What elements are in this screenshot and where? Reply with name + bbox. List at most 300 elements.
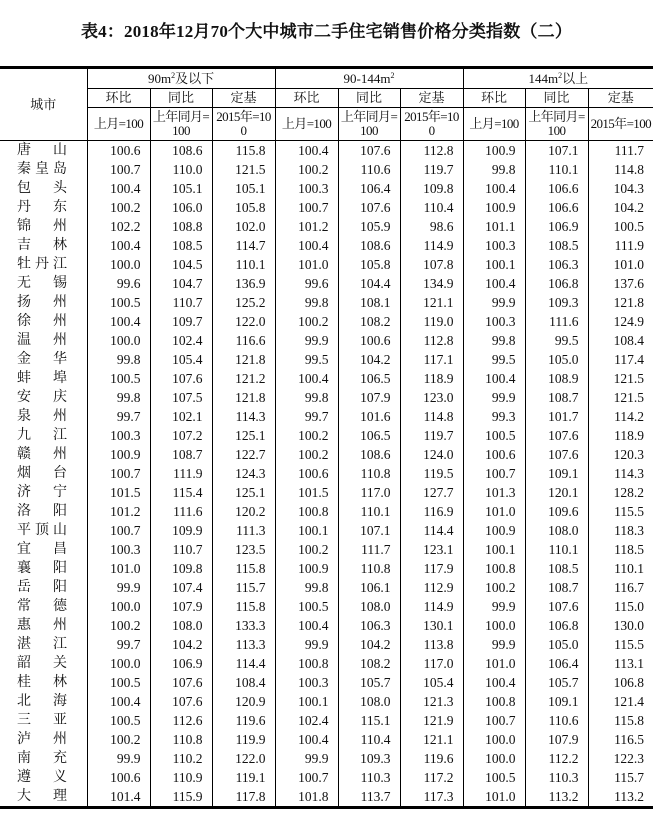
city-cell xyxy=(0,616,87,635)
table-row xyxy=(0,217,653,236)
value-cell: 100.4 xyxy=(87,692,150,711)
table-row xyxy=(0,730,653,749)
sub-header-fixed-base: 定基 xyxy=(212,89,275,108)
value-cell: 100.2 xyxy=(463,578,525,597)
sub-header-yoy: 同比 xyxy=(525,89,588,108)
value-cell: 121.8 xyxy=(588,293,653,312)
value-cell: 100.8 xyxy=(463,559,525,578)
value-cell: 108.8 xyxy=(150,217,212,236)
value-cell: 100.1 xyxy=(463,255,525,274)
value-cell: 100.5 xyxy=(87,711,150,730)
value-cell: 100.7 xyxy=(87,160,150,179)
value-cell: 100.4 xyxy=(463,274,525,293)
value-cell: 100.0 xyxy=(87,597,150,616)
value-cell: 106.3 xyxy=(338,616,400,635)
value-cell: 117.2 xyxy=(400,768,463,787)
value-cell: 119.5 xyxy=(400,464,463,483)
value-cell: 106.0 xyxy=(150,198,212,217)
value-cell: 106.4 xyxy=(525,654,588,673)
value-cell: 112.8 xyxy=(400,141,463,161)
value-cell: 99.9 xyxy=(463,635,525,654)
value-cell: 114.2 xyxy=(588,407,653,426)
value-cell: 122.3 xyxy=(588,749,653,768)
value-cell: 100.4 xyxy=(463,369,525,388)
value-cell: 99.9 xyxy=(87,578,150,597)
value-cell: 114.7 xyxy=(212,236,275,255)
table-row xyxy=(0,236,653,255)
table-row xyxy=(0,312,653,331)
value-cell: 109.1 xyxy=(525,464,588,483)
value-cell: 100.2 xyxy=(87,198,150,217)
value-cell: 99.9 xyxy=(87,749,150,768)
value-cell: 124.3 xyxy=(212,464,275,483)
value-cell: 119.7 xyxy=(400,160,463,179)
city-cell xyxy=(0,787,87,808)
table-row xyxy=(0,407,653,426)
value-cell: 122.0 xyxy=(212,749,275,768)
value-cell: 99.3 xyxy=(463,407,525,426)
city-name: 三亚 xyxy=(17,713,67,728)
value-cell: 100.4 xyxy=(275,369,338,388)
value-cell: 128.2 xyxy=(588,483,653,502)
city-name: 九江 xyxy=(17,428,67,443)
value-cell: 122.0 xyxy=(212,312,275,331)
value-cell: 100.7 xyxy=(275,198,338,217)
city-name: 湛江 xyxy=(17,637,67,652)
value-cell: 124.9 xyxy=(588,312,653,331)
value-cell: 102.2 xyxy=(87,217,150,236)
city-name: 惠州 xyxy=(17,618,67,633)
value-cell: 113.2 xyxy=(525,787,588,808)
city-column-header: 城市 xyxy=(0,68,87,141)
value-cell: 114.3 xyxy=(212,407,275,426)
value-cell: 99.5 xyxy=(463,350,525,369)
group-label-suffix: 及以下 xyxy=(175,70,215,86)
table-row xyxy=(0,749,653,768)
value-cell: 107.6 xyxy=(150,673,212,692)
value-cell: 104.7 xyxy=(150,274,212,293)
value-cell: 104.2 xyxy=(150,635,212,654)
value-cell: 109.6 xyxy=(525,502,588,521)
value-cell: 107.4 xyxy=(150,578,212,597)
value-cell: 123.5 xyxy=(212,540,275,559)
city-name: 徐州 xyxy=(17,314,67,329)
table-body xyxy=(0,141,653,808)
value-cell: 110.1 xyxy=(212,255,275,274)
city-cell xyxy=(0,635,87,654)
city-cell xyxy=(0,502,87,521)
city-name: 襄阳 xyxy=(17,561,67,576)
value-cell: 106.6 xyxy=(525,198,588,217)
value-cell: 118.9 xyxy=(400,369,463,388)
city-cell xyxy=(0,293,87,312)
city-cell xyxy=(0,673,87,692)
city-cell xyxy=(0,350,87,369)
city-name: 包头 xyxy=(17,181,67,196)
value-cell: 110.0 xyxy=(150,160,212,179)
value-cell: 111.9 xyxy=(588,236,653,255)
value-cell: 119.6 xyxy=(400,749,463,768)
value-cell: 107.1 xyxy=(338,521,400,540)
city-cell xyxy=(0,236,87,255)
base-label: 2015年=100 xyxy=(400,108,463,141)
value-cell: 108.0 xyxy=(338,597,400,616)
value-cell: 107.6 xyxy=(338,198,400,217)
value-cell: 113.2 xyxy=(588,787,653,808)
value-cell: 99.8 xyxy=(87,350,150,369)
group-header-small xyxy=(87,68,275,89)
sub-header-mom: 环比 xyxy=(87,89,150,108)
value-cell: 106.9 xyxy=(150,654,212,673)
city-name: 牡丹江 xyxy=(17,257,67,272)
value-cell: 109.1 xyxy=(525,692,588,711)
value-cell: 120.2 xyxy=(212,502,275,521)
value-cell: 104.2 xyxy=(338,635,400,654)
value-cell: 106.1 xyxy=(338,578,400,597)
sub-header-yoy: 同比 xyxy=(338,89,400,108)
value-cell: 111.7 xyxy=(338,540,400,559)
value-cell: 125.1 xyxy=(212,426,275,445)
city-cell xyxy=(0,217,87,236)
value-cell: 99.5 xyxy=(275,350,338,369)
value-cell: 109.9 xyxy=(150,521,212,540)
city-name: 锦州 xyxy=(17,219,67,234)
table-row xyxy=(0,502,653,521)
value-cell: 120.1 xyxy=(525,483,588,502)
value-cell: 108.7 xyxy=(525,388,588,407)
city-cell xyxy=(0,654,87,673)
value-cell: 106.3 xyxy=(525,255,588,274)
value-cell: 105.7 xyxy=(525,673,588,692)
value-cell: 109.8 xyxy=(150,559,212,578)
table-row xyxy=(0,768,653,787)
city-name: 蚌埠 xyxy=(17,371,67,386)
city-cell xyxy=(0,388,87,407)
table-row xyxy=(0,274,653,293)
value-cell: 106.6 xyxy=(525,179,588,198)
value-cell: 121.1 xyxy=(400,293,463,312)
value-cell: 106.8 xyxy=(525,274,588,293)
value-cell: 100.1 xyxy=(463,540,525,559)
value-cell: 100.1 xyxy=(275,521,338,540)
value-cell: 111.9 xyxy=(150,464,212,483)
base-label: 2015年=100 xyxy=(588,108,653,141)
superscript: 2 xyxy=(390,70,395,80)
city-cell xyxy=(0,540,87,559)
value-cell: 112.9 xyxy=(400,578,463,597)
table-row xyxy=(0,521,653,540)
value-cell: 100.9 xyxy=(463,521,525,540)
value-cell: 119.9 xyxy=(212,730,275,749)
value-cell: 102.4 xyxy=(150,331,212,350)
value-cell: 108.2 xyxy=(338,654,400,673)
value-cell: 106.5 xyxy=(338,426,400,445)
value-cell: 107.9 xyxy=(525,730,588,749)
value-cell: 108.6 xyxy=(150,141,212,161)
value-cell: 100.7 xyxy=(87,521,150,540)
value-cell: 100.0 xyxy=(463,749,525,768)
value-cell: 100.5 xyxy=(87,369,150,388)
value-cell: 107.6 xyxy=(338,141,400,161)
value-cell: 104.5 xyxy=(150,255,212,274)
value-cell: 105.4 xyxy=(400,673,463,692)
city-cell xyxy=(0,768,87,787)
value-cell: 111.3 xyxy=(212,521,275,540)
value-cell: 101.1 xyxy=(463,217,525,236)
value-cell: 117.3 xyxy=(400,787,463,808)
value-cell: 118.5 xyxy=(588,540,653,559)
value-cell: 110.6 xyxy=(525,711,588,730)
value-cell: 101.5 xyxy=(87,483,150,502)
value-cell: 111.6 xyxy=(150,502,212,521)
value-cell: 100.4 xyxy=(463,179,525,198)
value-cell: 100.7 xyxy=(87,464,150,483)
table-row xyxy=(0,331,653,350)
table-row xyxy=(0,559,653,578)
table-row xyxy=(0,198,653,217)
city-name: 韶关 xyxy=(17,656,67,671)
value-cell: 110.1 xyxy=(338,502,400,521)
value-cell: 121.5 xyxy=(588,369,653,388)
value-cell: 100.0 xyxy=(87,654,150,673)
table-title: 表4：2018年12月70个大中城市二手住宅销售价格分类指数（二） xyxy=(80,22,573,41)
table-row xyxy=(0,578,653,597)
value-cell: 115.5 xyxy=(588,635,653,654)
city-name: 赣州 xyxy=(17,447,67,462)
value-cell: 109.7 xyxy=(150,312,212,331)
value-cell: 111.6 xyxy=(525,312,588,331)
value-cell: 112.2 xyxy=(525,749,588,768)
value-cell: 121.2 xyxy=(212,369,275,388)
value-cell: 109.3 xyxy=(338,749,400,768)
group-header-medium xyxy=(275,68,463,89)
value-cell: 116.5 xyxy=(588,730,653,749)
value-cell: 110.4 xyxy=(400,198,463,217)
value-cell: 100.2 xyxy=(275,312,338,331)
value-cell: 99.8 xyxy=(275,388,338,407)
value-cell: 105.0 xyxy=(525,635,588,654)
value-cell: 100.8 xyxy=(275,502,338,521)
value-cell: 105.4 xyxy=(150,350,212,369)
header-row-groups xyxy=(0,68,653,89)
value-cell: 106.9 xyxy=(525,217,588,236)
value-cell: 116.9 xyxy=(400,502,463,521)
value-cell: 100.4 xyxy=(87,236,150,255)
value-cell: 106.8 xyxy=(588,673,653,692)
value-cell: 105.9 xyxy=(338,217,400,236)
city-cell xyxy=(0,559,87,578)
value-cell: 117.9 xyxy=(400,559,463,578)
table-row xyxy=(0,369,653,388)
value-cell: 100.9 xyxy=(87,445,150,464)
value-cell: 117.0 xyxy=(338,483,400,502)
value-cell: 119.0 xyxy=(400,312,463,331)
value-cell: 121.8 xyxy=(212,388,275,407)
city-cell xyxy=(0,730,87,749)
value-cell: 99.7 xyxy=(87,635,150,654)
group-label: 90-144m xyxy=(343,70,391,86)
city-name: 泸州 xyxy=(17,732,67,747)
base-label: 2015年=100 xyxy=(212,108,275,141)
city-cell xyxy=(0,426,87,445)
value-cell: 101.8 xyxy=(275,787,338,808)
city-name: 洛阳 xyxy=(17,504,67,519)
value-cell: 100.4 xyxy=(275,730,338,749)
value-cell: 100.0 xyxy=(463,616,525,635)
value-cell: 101.6 xyxy=(338,407,400,426)
city-cell xyxy=(0,597,87,616)
value-cell: 107.5 xyxy=(150,388,212,407)
base-label: 上年同月=100 xyxy=(525,108,588,141)
city-name: 宜昌 xyxy=(17,542,67,557)
value-cell: 136.9 xyxy=(212,274,275,293)
value-cell: 115.8 xyxy=(212,559,275,578)
value-cell: 125.1 xyxy=(212,483,275,502)
value-cell: 130.0 xyxy=(588,616,653,635)
city-name: 桂林 xyxy=(17,675,67,690)
value-cell: 101.0 xyxy=(588,255,653,274)
value-cell: 134.9 xyxy=(400,274,463,293)
table-row xyxy=(0,787,653,808)
value-cell: 114.4 xyxy=(400,521,463,540)
value-cell: 100.6 xyxy=(275,464,338,483)
base-label: 上月=100 xyxy=(87,108,150,141)
value-cell: 111.7 xyxy=(588,141,653,161)
value-cell: 112.8 xyxy=(400,331,463,350)
city-name: 金华 xyxy=(17,352,67,367)
value-cell: 100.4 xyxy=(275,141,338,161)
value-cell: 115.8 xyxy=(212,141,275,161)
price-index-table xyxy=(0,66,653,809)
value-cell: 110.7 xyxy=(150,293,212,312)
value-cell: 118.3 xyxy=(588,521,653,540)
table-row xyxy=(0,141,653,161)
value-cell: 115.1 xyxy=(338,711,400,730)
city-cell xyxy=(0,692,87,711)
value-cell: 117.1 xyxy=(400,350,463,369)
city-cell xyxy=(0,179,87,198)
sub-header-fixed-base: 定基 xyxy=(588,89,653,108)
value-cell: 105.8 xyxy=(338,255,400,274)
value-cell: 100.5 xyxy=(463,426,525,445)
city-cell xyxy=(0,464,87,483)
city-name: 丹东 xyxy=(17,200,67,215)
table-row xyxy=(0,616,653,635)
value-cell: 101.5 xyxy=(275,483,338,502)
value-cell: 122.7 xyxy=(212,445,275,464)
table-row xyxy=(0,597,653,616)
city-name: 平顶山 xyxy=(17,523,67,538)
value-cell: 101.0 xyxy=(87,559,150,578)
value-cell: 100.5 xyxy=(463,768,525,787)
value-cell: 105.8 xyxy=(212,198,275,217)
value-cell: 100.3 xyxy=(275,179,338,198)
value-cell: 113.1 xyxy=(588,654,653,673)
value-cell: 115.4 xyxy=(150,483,212,502)
value-cell: 99.7 xyxy=(87,407,150,426)
value-cell: 100.9 xyxy=(463,141,525,161)
value-cell: 110.2 xyxy=(150,749,212,768)
value-cell: 104.2 xyxy=(588,198,653,217)
value-cell: 114.3 xyxy=(588,464,653,483)
value-cell: 119.6 xyxy=(212,711,275,730)
city-cell xyxy=(0,331,87,350)
base-label: 上年同月=100 xyxy=(338,108,400,141)
table-header xyxy=(0,68,653,141)
value-cell: 101.0 xyxy=(463,787,525,808)
city-name: 岳阳 xyxy=(17,580,67,595)
value-cell: 105.1 xyxy=(150,179,212,198)
value-cell: 108.0 xyxy=(525,521,588,540)
value-cell: 100.6 xyxy=(87,141,150,161)
value-cell: 100.4 xyxy=(275,236,338,255)
value-cell: 98.6 xyxy=(400,217,463,236)
table-row xyxy=(0,255,653,274)
value-cell: 100.5 xyxy=(87,673,150,692)
value-cell: 114.8 xyxy=(400,407,463,426)
value-cell: 121.1 xyxy=(400,730,463,749)
city-cell xyxy=(0,141,87,161)
value-cell: 110.8 xyxy=(150,730,212,749)
value-cell: 114.8 xyxy=(588,160,653,179)
city-name: 无锡 xyxy=(17,276,67,291)
value-cell: 100.2 xyxy=(275,160,338,179)
value-cell: 110.1 xyxy=(588,559,653,578)
value-cell: 110.3 xyxy=(525,768,588,787)
value-cell: 100.2 xyxy=(87,616,150,635)
value-cell: 100.1 xyxy=(275,692,338,711)
value-cell: 100.4 xyxy=(463,673,525,692)
value-cell: 114.9 xyxy=(400,597,463,616)
value-cell: 121.5 xyxy=(212,160,275,179)
city-name: 烟台 xyxy=(17,466,67,481)
group-label: 90m xyxy=(147,70,172,86)
value-cell: 99.8 xyxy=(275,578,338,597)
value-cell: 101.2 xyxy=(275,217,338,236)
value-cell: 101.0 xyxy=(463,502,525,521)
value-cell: 100.2 xyxy=(87,730,150,749)
group-label: 144m xyxy=(528,70,559,86)
value-cell: 100.3 xyxy=(87,426,150,445)
value-cell: 99.8 xyxy=(87,388,150,407)
table-row xyxy=(0,483,653,502)
value-cell: 114.4 xyxy=(212,654,275,673)
value-cell: 102.0 xyxy=(212,217,275,236)
value-cell: 110.1 xyxy=(525,160,588,179)
value-cell: 109.8 xyxy=(400,179,463,198)
value-cell: 123.1 xyxy=(400,540,463,559)
value-cell: 108.5 xyxy=(525,559,588,578)
city-cell xyxy=(0,749,87,768)
value-cell: 100.3 xyxy=(463,312,525,331)
value-cell: 117.4 xyxy=(588,350,653,369)
value-cell: 110.4 xyxy=(338,730,400,749)
value-cell: 100.3 xyxy=(275,673,338,692)
city-cell xyxy=(0,521,87,540)
superscript: 2 xyxy=(171,70,176,80)
value-cell: 108.6 xyxy=(338,236,400,255)
city-name: 大理 xyxy=(17,789,67,804)
value-cell: 100.0 xyxy=(87,331,150,350)
value-cell: 108.2 xyxy=(338,312,400,331)
city-cell xyxy=(0,369,87,388)
city-name: 温州 xyxy=(17,333,67,348)
city-name: 北海 xyxy=(17,694,67,709)
table-row xyxy=(0,673,653,692)
value-cell: 115.7 xyxy=(588,768,653,787)
city-cell xyxy=(0,711,87,730)
value-cell: 100.7 xyxy=(275,768,338,787)
